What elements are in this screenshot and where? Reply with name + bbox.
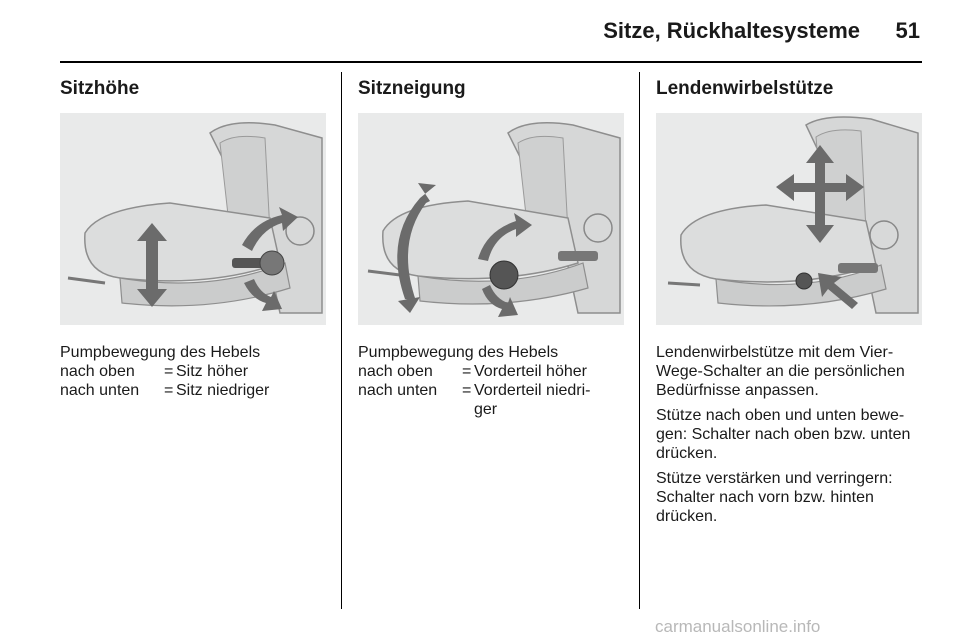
page-number: 51 <box>895 18 920 43</box>
list-key: nach unten <box>358 382 438 399</box>
list-key: nach oben <box>60 363 135 380</box>
column-title: Lendenwirbelstütze <box>656 78 834 99</box>
paragraph: Lendenwirbelstütze mit dem Vier-Wege-Schalter an die persönlichen Bedürfnisse anpassen. <box>656 344 905 399</box>
lumbar-support-adjustment-illustration <box>656 113 922 325</box>
list-value: Vorderteil höher <box>474 363 587 380</box>
list-equals: = <box>164 363 174 380</box>
instructions-text <box>656 343 922 526</box>
column-divider <box>341 72 342 609</box>
list-value: Sitz höher <box>176 363 249 380</box>
list-item <box>358 362 624 381</box>
list-key: nach unten <box>60 382 140 399</box>
column-divider <box>639 72 640 609</box>
watermark: carmanualsonline.info <box>655 617 821 636</box>
list-item <box>60 362 326 381</box>
figure-caption: Pumpbewegung des Hebels <box>60 344 261 361</box>
list-value: Vorderteil niedri- ger <box>474 382 591 418</box>
list-value: Sitz niedriger <box>176 382 270 399</box>
figure-caption: Pumpbewegung des Hebels <box>358 344 559 361</box>
paragraph: Stütze nach oben und unten bewe-gen: Schalter nach oben bzw. unten drücken. <box>656 407 911 462</box>
column-title: Sitzneigung <box>358 78 466 99</box>
list-key: nach oben <box>358 363 433 380</box>
section-title: Sitze, Rückhaltesysteme <box>603 18 860 43</box>
column-title: Sitzhöhe <box>60 78 140 99</box>
column-sitzhoehe <box>60 78 326 400</box>
column-lendenwirbelstuetze <box>656 78 922 532</box>
seat-height-adjustment-illustration <box>60 113 326 325</box>
list-equals: = <box>164 382 174 399</box>
header-divider <box>60 61 922 63</box>
list-item <box>60 381 326 400</box>
paragraph: Stütze verstärken und verringern: Schalter nach vorn bzw. hinten drücken. <box>656 470 893 525</box>
list-item <box>358 381 624 419</box>
column-sitzneigung <box>358 78 624 419</box>
seat-tilt-adjustment-illustration <box>358 113 624 325</box>
list-equals: = <box>462 382 472 399</box>
list-equals: = <box>462 363 472 380</box>
